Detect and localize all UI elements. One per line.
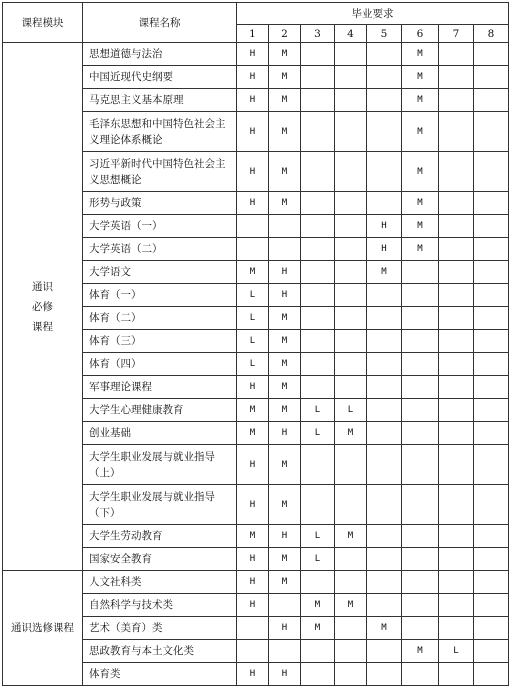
requirement-level-cell xyxy=(301,445,335,485)
header-req-col: 4 xyxy=(335,25,367,43)
requirement-level-cell xyxy=(439,399,474,422)
requirement-level-cell xyxy=(402,307,439,330)
requirement-level-cell xyxy=(335,43,367,66)
requirement-level-cell xyxy=(439,238,474,261)
requirement-level-cell xyxy=(335,663,367,686)
course-name-line: （下） xyxy=(89,506,121,519)
requirement-level-cell xyxy=(367,353,402,376)
requirement-level-cell xyxy=(367,445,402,485)
requirement-level-cell: M xyxy=(269,376,301,399)
requirement-level-cell: H xyxy=(269,663,301,686)
header-req-col: 7 xyxy=(439,25,474,43)
course-name-line: 大学生职业发展与就业指导 xyxy=(89,490,215,503)
requirement-level-cell xyxy=(301,353,335,376)
course-name-line: 国家安全教育 xyxy=(89,553,152,565)
requirement-level-cell: M xyxy=(402,66,439,89)
requirement-level-cell: H xyxy=(237,485,269,525)
course-name-cell xyxy=(83,376,237,399)
requirement-level-cell xyxy=(367,663,402,686)
course-name-line: 大学语文 xyxy=(89,266,131,278)
requirement-level-cell xyxy=(402,445,439,485)
requirement-level-cell: L xyxy=(301,399,335,422)
requirement-level-cell xyxy=(439,353,474,376)
requirement-level-cell xyxy=(439,663,474,686)
requirement-level-cell xyxy=(367,112,402,152)
requirement-level-cell xyxy=(402,617,439,640)
course-name-line: 毛泽东思想和中国特色社会主 xyxy=(89,117,226,130)
requirement-level-cell xyxy=(301,43,335,66)
requirement-level-cell xyxy=(474,353,509,376)
course-name-line: 大学英语（一） xyxy=(89,220,163,232)
requirement-level-cell xyxy=(474,89,509,112)
requirement-level-cell xyxy=(335,330,367,353)
requirement-level-cell: M xyxy=(269,307,301,330)
header-course-module: 课程模块 xyxy=(3,3,83,43)
requirement-level-cell xyxy=(301,663,335,686)
requirement-level-cell: L xyxy=(237,353,269,376)
course-name-line: 创业基础 xyxy=(89,427,131,439)
requirement-level-cell: M xyxy=(402,152,439,192)
requirement-level-cell: M xyxy=(335,594,367,617)
requirement-level-cell xyxy=(439,307,474,330)
requirement-level-cell: H xyxy=(237,663,269,686)
course-name-cell xyxy=(83,485,237,525)
requirement-level-cell xyxy=(367,89,402,112)
course-name-line: 马克思主义基本原理 xyxy=(89,94,184,106)
header-course-name: 课程名称 xyxy=(83,3,237,43)
header-req-col: 3 xyxy=(301,25,335,43)
requirement-level-cell xyxy=(474,284,509,307)
requirement-level-cell xyxy=(301,238,335,261)
graduation-requirements-table xyxy=(2,2,509,686)
requirement-level-cell xyxy=(439,445,474,485)
requirement-level-cell xyxy=(402,399,439,422)
requirement-level-cell xyxy=(402,663,439,686)
course-name-cell xyxy=(83,284,237,307)
requirement-level-cell: H xyxy=(269,525,301,548)
graduation-requirements-table-wrapper xyxy=(2,2,509,686)
header-req-col: 2 xyxy=(269,25,301,43)
requirement-level-cell xyxy=(439,215,474,238)
requirement-level-cell: L xyxy=(301,525,335,548)
requirement-level-cell xyxy=(335,617,367,640)
requirement-level-cell xyxy=(335,192,367,215)
course-name-line: 人文社科类 xyxy=(89,576,142,588)
requirement-level-cell: H xyxy=(237,152,269,192)
course-module-cell xyxy=(3,571,83,686)
requirement-level-cell xyxy=(439,525,474,548)
requirement-level-cell: M xyxy=(335,525,367,548)
requirement-level-cell xyxy=(402,525,439,548)
requirement-level-cell: H xyxy=(237,192,269,215)
requirement-level-cell xyxy=(301,376,335,399)
requirement-level-cell xyxy=(474,376,509,399)
requirement-level-cell: H xyxy=(269,284,301,307)
requirement-level-cell xyxy=(335,640,367,663)
requirement-level-cell xyxy=(301,284,335,307)
requirement-level-cell xyxy=(367,330,402,353)
requirement-level-cell: H xyxy=(367,215,402,238)
course-name-cell xyxy=(83,548,237,571)
course-name-line: 思政教育与本土文化类 xyxy=(89,645,194,657)
requirement-level-cell xyxy=(335,152,367,192)
requirement-level-cell xyxy=(301,192,335,215)
course-name-cell xyxy=(83,525,237,548)
requirement-level-cell xyxy=(474,112,509,152)
requirement-level-cell xyxy=(367,192,402,215)
requirement-level-cell xyxy=(474,261,509,284)
requirement-level-cell xyxy=(301,66,335,89)
requirement-level-cell xyxy=(402,330,439,353)
requirement-level-cell: M xyxy=(269,548,301,571)
requirement-level-cell xyxy=(335,548,367,571)
requirement-level-cell xyxy=(367,571,402,594)
requirement-level-cell xyxy=(402,376,439,399)
requirement-level-cell xyxy=(237,617,269,640)
requirement-level-cell xyxy=(439,192,474,215)
requirement-level-cell: H xyxy=(237,548,269,571)
header-req-col: 6 xyxy=(402,25,439,43)
requirement-level-cell: L xyxy=(237,307,269,330)
requirement-level-cell xyxy=(301,330,335,353)
requirement-level-cell: M xyxy=(237,399,269,422)
course-name-line: 中国近现代史纲要 xyxy=(89,71,173,83)
course-name-cell xyxy=(83,571,237,594)
requirement-level-cell xyxy=(335,485,367,525)
requirement-level-cell: M xyxy=(367,261,402,284)
course-name-cell xyxy=(83,261,237,284)
requirement-level-cell: L xyxy=(237,330,269,353)
requirement-level-cell: H xyxy=(237,43,269,66)
requirement-level-cell: M xyxy=(237,525,269,548)
requirement-level-cell: M xyxy=(269,571,301,594)
requirement-level-cell xyxy=(439,376,474,399)
requirement-level-cell xyxy=(439,284,474,307)
requirement-level-cell xyxy=(439,485,474,525)
requirement-level-cell xyxy=(474,548,509,571)
course-name-cell xyxy=(83,66,237,89)
requirement-level-cell xyxy=(301,89,335,112)
course-name-line: 自然科学与技术类 xyxy=(89,599,173,611)
course-name-line: （上） xyxy=(89,466,121,479)
requirement-level-cell xyxy=(335,284,367,307)
requirement-level-cell xyxy=(301,112,335,152)
course-name-cell xyxy=(83,640,237,663)
course-module-label: 通识 xyxy=(32,280,53,293)
course-name-line: 大学生职业发展与就业指导 xyxy=(89,450,215,463)
requirement-level-cell xyxy=(474,594,509,617)
requirement-level-cell: M xyxy=(367,617,402,640)
requirement-level-cell: H xyxy=(237,112,269,152)
requirement-level-cell xyxy=(474,399,509,422)
header-req-col: 8 xyxy=(474,25,509,43)
requirement-level-cell xyxy=(367,66,402,89)
requirement-level-cell: M xyxy=(402,640,439,663)
requirement-level-cell: L xyxy=(335,399,367,422)
requirement-level-cell xyxy=(269,215,301,238)
requirement-level-cell: L xyxy=(301,548,335,571)
course-module-cell xyxy=(3,43,83,571)
course-name-line: 思想道德与法治 xyxy=(89,48,163,60)
requirement-level-cell xyxy=(367,485,402,525)
requirement-level-cell: M xyxy=(269,445,301,485)
requirement-level-cell: M xyxy=(402,238,439,261)
requirement-level-cell xyxy=(402,422,439,445)
requirement-level-cell xyxy=(474,525,509,548)
requirement-level-cell xyxy=(439,112,474,152)
course-name-cell xyxy=(83,330,237,353)
requirement-level-cell: H xyxy=(269,617,301,640)
requirement-level-cell: H xyxy=(367,238,402,261)
requirement-level-cell xyxy=(335,376,367,399)
requirement-level-cell xyxy=(301,152,335,192)
requirement-level-cell xyxy=(439,548,474,571)
requirement-level-cell xyxy=(474,445,509,485)
requirement-level-cell xyxy=(474,43,509,66)
course-name-line: 义思想概论 xyxy=(89,173,142,186)
requirement-level-cell: H xyxy=(237,594,269,617)
course-name-line: 军事理论课程 xyxy=(89,381,152,393)
course-name-line: 形势与政策 xyxy=(89,197,142,209)
requirement-level-cell xyxy=(335,307,367,330)
course-name-line: 大学生心理健康教育 xyxy=(89,404,184,416)
requirement-level-cell xyxy=(474,215,509,238)
requirement-level-cell: M xyxy=(237,422,269,445)
requirement-level-cell xyxy=(367,548,402,571)
requirement-level-cell xyxy=(367,152,402,192)
table-row xyxy=(3,571,509,594)
header-req-col: 5 xyxy=(367,25,402,43)
requirement-level-cell xyxy=(367,43,402,66)
requirement-level-cell: H xyxy=(269,261,301,284)
requirement-level-cell xyxy=(269,594,301,617)
requirement-level-cell xyxy=(301,307,335,330)
requirement-level-cell xyxy=(335,571,367,594)
course-name-cell xyxy=(83,422,237,445)
course-name-cell xyxy=(83,663,237,686)
requirement-level-cell xyxy=(335,66,367,89)
requirement-level-cell xyxy=(237,640,269,663)
course-name-cell xyxy=(83,152,237,192)
requirement-level-cell xyxy=(474,152,509,192)
requirement-level-cell: H xyxy=(237,445,269,485)
requirement-level-cell xyxy=(367,284,402,307)
requirement-level-cell xyxy=(367,307,402,330)
requirement-level-cell xyxy=(269,640,301,663)
requirement-level-cell xyxy=(367,640,402,663)
requirement-level-cell xyxy=(439,594,474,617)
course-name-cell xyxy=(83,43,237,66)
header-graduation-requirements: 毕业要求 xyxy=(237,3,509,25)
requirement-level-cell xyxy=(269,238,301,261)
course-name-cell xyxy=(83,89,237,112)
requirement-level-cell xyxy=(474,66,509,89)
requirement-level-cell: L xyxy=(237,284,269,307)
requirement-level-cell xyxy=(439,330,474,353)
course-name-line: 体育（四） xyxy=(89,358,142,370)
course-name-cell xyxy=(83,238,237,261)
requirement-level-cell xyxy=(301,485,335,525)
requirement-level-cell: M xyxy=(402,215,439,238)
course-module-label: 课程 xyxy=(32,320,53,333)
course-name-line: 艺术（美育）类 xyxy=(89,622,163,634)
requirement-level-cell xyxy=(439,152,474,192)
requirement-level-cell: M xyxy=(335,422,367,445)
requirement-level-cell: M xyxy=(301,617,335,640)
header-req-col: 1 xyxy=(237,25,269,43)
requirement-level-cell xyxy=(439,261,474,284)
requirement-level-cell xyxy=(474,238,509,261)
course-name-cell xyxy=(83,594,237,617)
requirement-level-cell xyxy=(335,89,367,112)
requirement-level-cell xyxy=(474,663,509,686)
requirement-level-cell xyxy=(402,261,439,284)
course-name-cell xyxy=(83,445,237,485)
requirement-level-cell: M xyxy=(269,353,301,376)
course-name-cell xyxy=(83,617,237,640)
requirement-level-cell xyxy=(474,617,509,640)
requirement-level-cell: M xyxy=(269,152,301,192)
requirement-level-cell xyxy=(301,640,335,663)
requirement-level-cell xyxy=(367,594,402,617)
requirement-level-cell xyxy=(335,353,367,376)
requirement-level-cell xyxy=(367,525,402,548)
course-name-line: 体育（三） xyxy=(89,335,142,347)
requirement-level-cell xyxy=(237,215,269,238)
requirement-level-cell: H xyxy=(237,571,269,594)
course-module-label: 通识选修课程 xyxy=(11,622,74,634)
requirement-level-cell xyxy=(402,594,439,617)
requirement-level-cell: L xyxy=(439,640,474,663)
course-name-cell xyxy=(83,307,237,330)
course-name-line: 义理论体系概论 xyxy=(89,133,163,146)
requirement-level-cell xyxy=(474,640,509,663)
requirement-level-cell: M xyxy=(402,43,439,66)
requirement-level-cell xyxy=(301,571,335,594)
requirement-level-cell: M xyxy=(269,43,301,66)
requirement-level-cell: M xyxy=(269,399,301,422)
requirement-level-cell xyxy=(474,485,509,525)
requirement-level-cell xyxy=(474,422,509,445)
course-name-cell xyxy=(83,192,237,215)
requirement-level-cell xyxy=(402,353,439,376)
requirement-level-cell xyxy=(402,284,439,307)
course-name-cell xyxy=(83,353,237,376)
course-name-cell xyxy=(83,215,237,238)
requirement-level-cell: M xyxy=(269,485,301,525)
table-row xyxy=(3,43,509,66)
requirement-level-cell: M xyxy=(269,112,301,152)
requirement-level-cell: H xyxy=(269,422,301,445)
table-body xyxy=(3,43,509,686)
requirement-level-cell xyxy=(367,399,402,422)
course-name-cell xyxy=(83,399,237,422)
requirement-level-cell xyxy=(335,112,367,152)
requirement-level-cell xyxy=(335,445,367,485)
requirement-level-cell: M xyxy=(269,192,301,215)
course-name-line: 习近平新时代中国特色社会主 xyxy=(89,157,226,170)
requirement-level-cell: M xyxy=(402,112,439,152)
requirement-level-cell xyxy=(301,261,335,284)
requirement-level-cell: M xyxy=(269,89,301,112)
requirement-level-cell xyxy=(439,66,474,89)
requirement-level-cell xyxy=(474,307,509,330)
requirement-level-cell: M xyxy=(269,330,301,353)
requirement-level-cell xyxy=(439,571,474,594)
requirement-level-cell xyxy=(301,215,335,238)
course-name-line: 体育（二） xyxy=(89,312,142,324)
course-name-cell xyxy=(83,112,237,152)
requirement-level-cell xyxy=(335,261,367,284)
requirement-level-cell xyxy=(237,238,269,261)
requirement-level-cell: H xyxy=(237,66,269,89)
requirement-level-cell xyxy=(402,548,439,571)
requirement-level-cell xyxy=(439,43,474,66)
requirement-level-cell xyxy=(474,571,509,594)
requirement-level-cell xyxy=(367,422,402,445)
requirement-level-cell xyxy=(439,617,474,640)
course-module-label: 必修 xyxy=(32,300,53,313)
course-name-line: 大学生劳动教育 xyxy=(89,530,163,542)
requirement-level-cell: L xyxy=(301,422,335,445)
requirement-level-cell: M xyxy=(402,89,439,112)
requirement-level-cell xyxy=(474,192,509,215)
requirement-level-cell xyxy=(367,376,402,399)
requirement-level-cell: M xyxy=(269,66,301,89)
requirement-level-cell: M xyxy=(402,192,439,215)
requirement-level-cell: H xyxy=(237,376,269,399)
requirement-level-cell: H xyxy=(237,89,269,112)
requirement-level-cell xyxy=(402,485,439,525)
course-name-line: 体育（一） xyxy=(89,289,142,301)
requirement-level-cell: M xyxy=(301,594,335,617)
course-name-line: 体育类 xyxy=(89,668,121,680)
course-name-line: 大学英语（二） xyxy=(89,243,163,255)
requirement-level-cell: M xyxy=(237,261,269,284)
requirement-level-cell xyxy=(474,330,509,353)
requirement-level-cell xyxy=(439,422,474,445)
requirement-level-cell xyxy=(335,238,367,261)
requirement-level-cell xyxy=(439,89,474,112)
requirement-level-cell xyxy=(402,571,439,594)
requirement-level-cell xyxy=(335,215,367,238)
